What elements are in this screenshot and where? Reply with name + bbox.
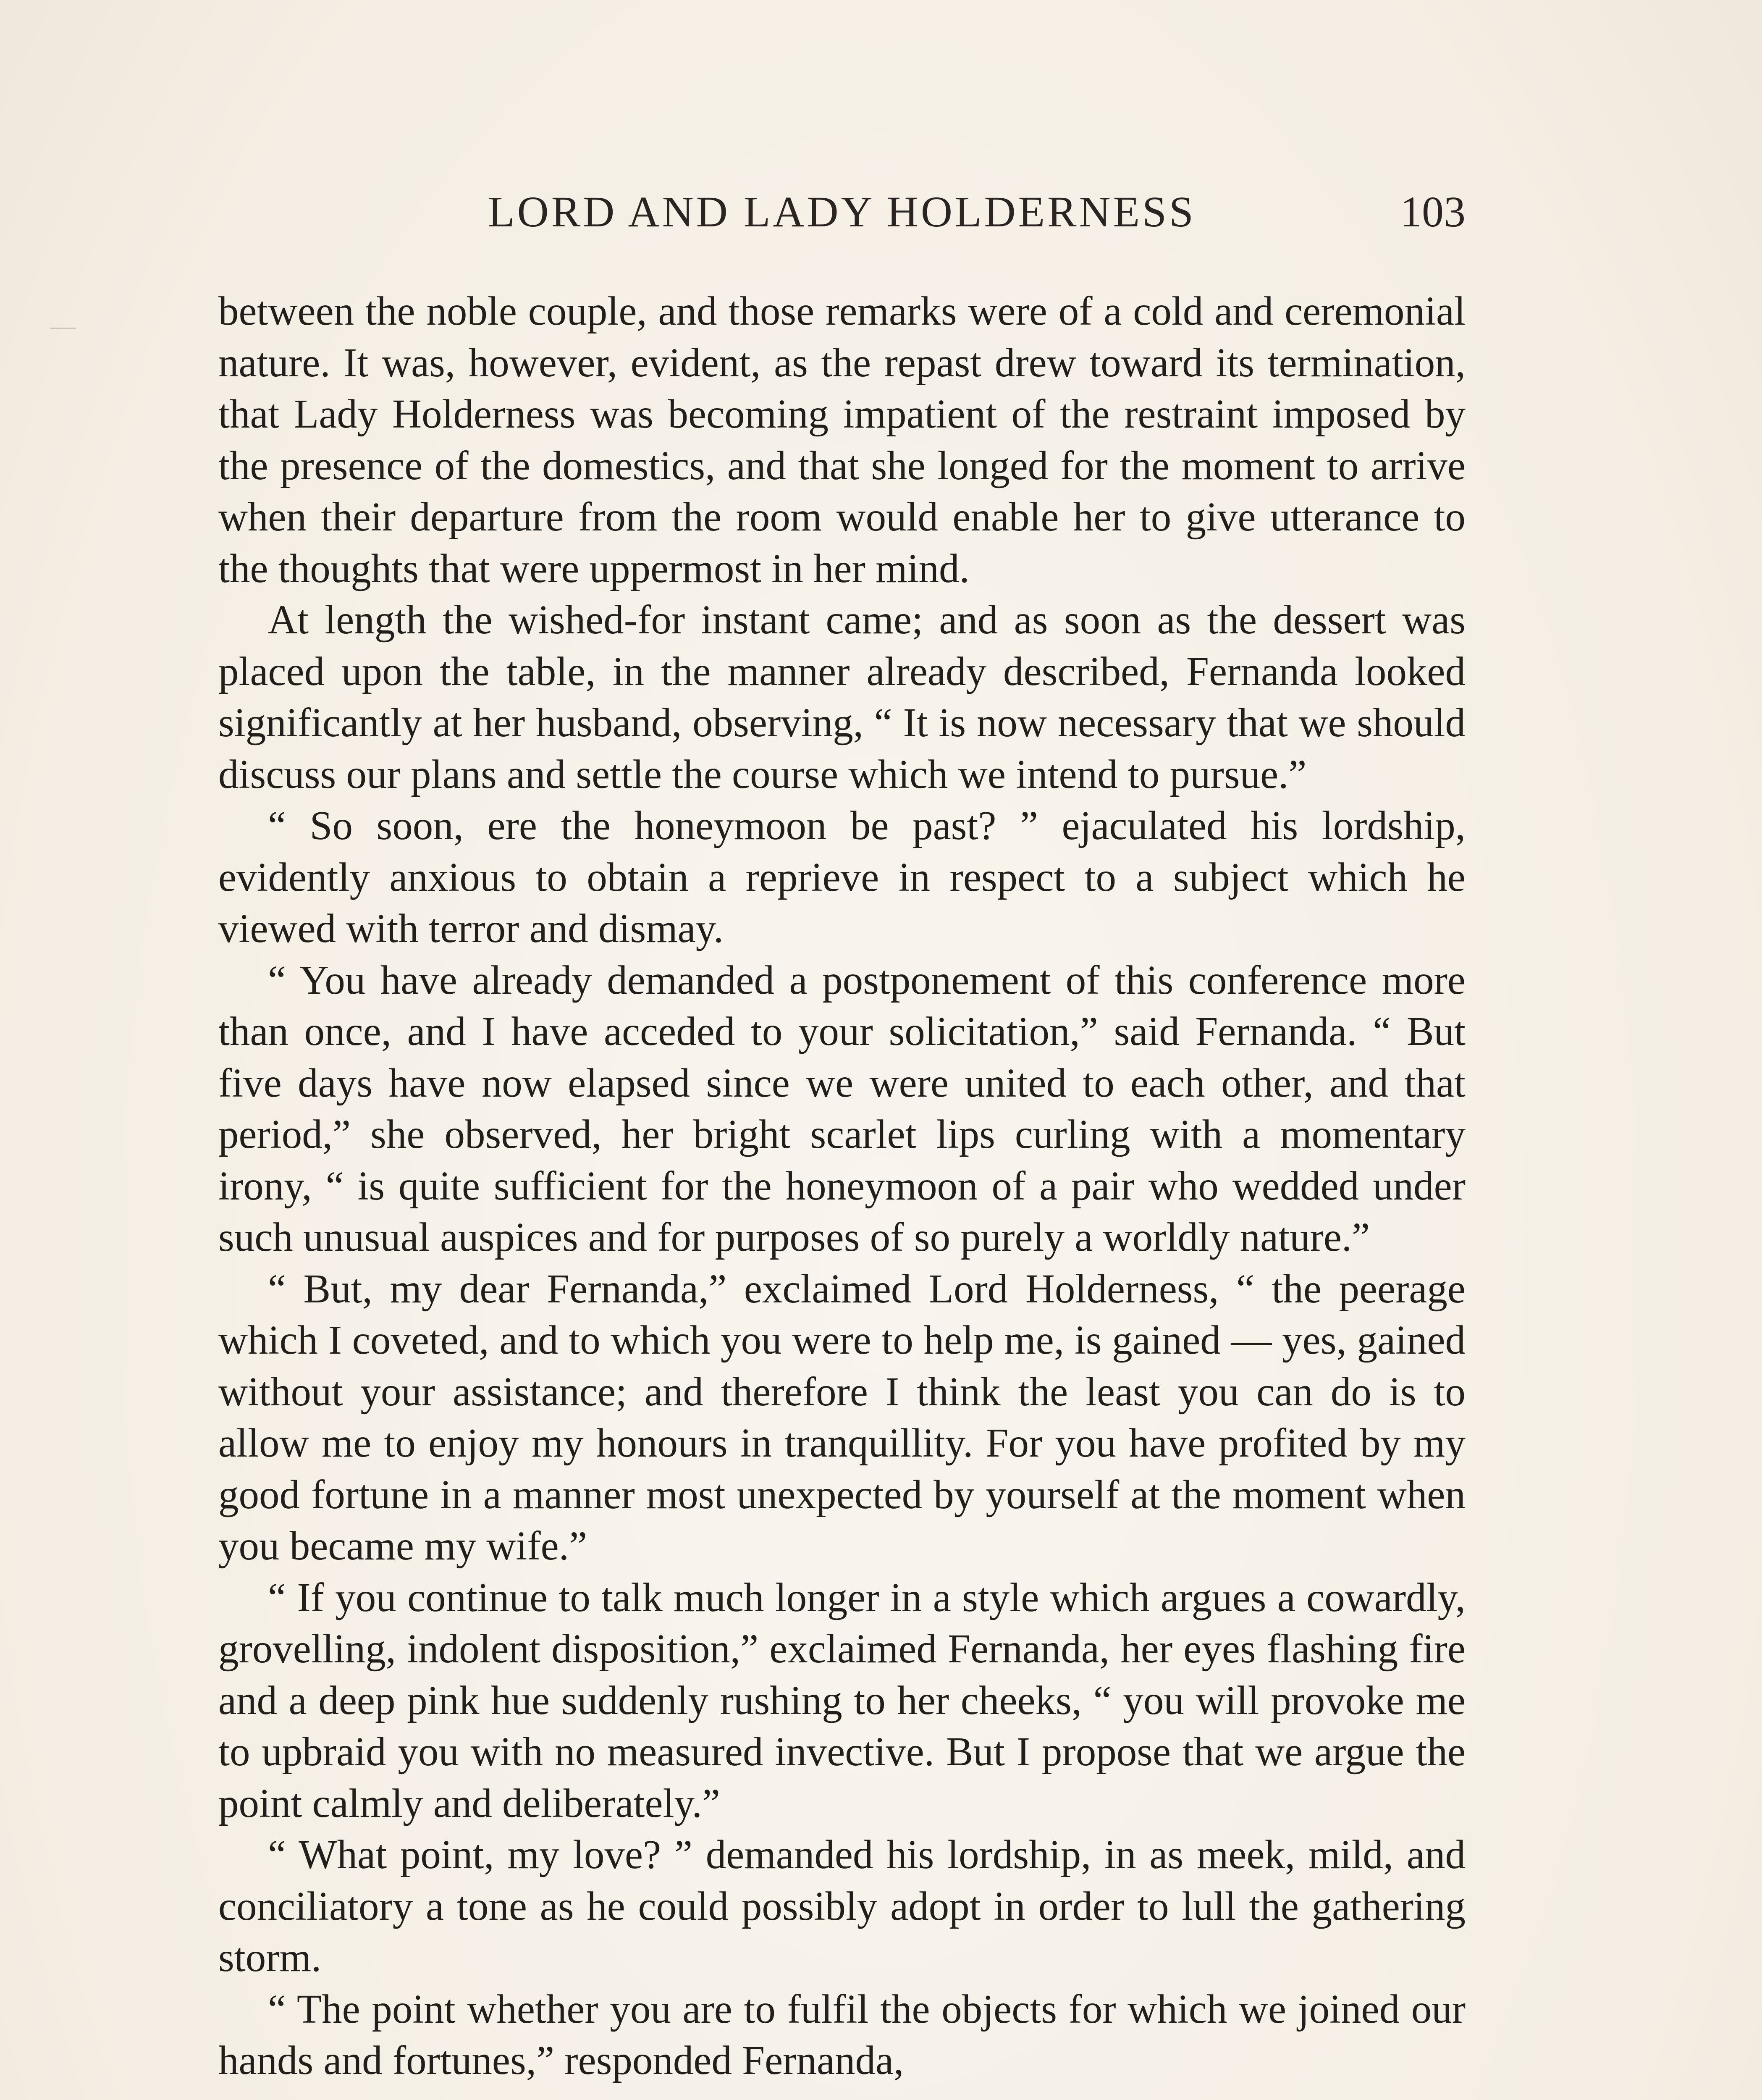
- paragraph: “ If you continue to talk much longer in a style which argues a cowardly, grovelling, indolent disposition,” exclaimed Fernanda, her eyes flashing fire and a deep pink hue suddenly rushing to her cheeks, “ you will provoke me to upbraid you with no measured invective. But I propose that we argue the point calmly and deliberately.”: [218, 1575, 1466, 1826]
- paragraph: “ The point whether you are to fulfil the objects for which we joined our hands and fortunes,” responded Fernanda,: [218, 1986, 1466, 2083]
- paragraph: “ What point, my love? ” demanded his lordship, in as meek, mild, and conciliatory a tone as he could possibly adopt in order to lull the gathering storm.: [218, 1832, 1466, 1980]
- paragraph: “ You have already demanded a postponement of this conference more than once, and I have acceded to your solicitation,” said Fernanda. “ But five days have now elapsed since we were united to each other, and that period,” she observed, her bright scarlet lips curling with a momentary irony, “ is quite sufficient for the honeymoon of a pair who wedded under such unusual auspices and for purposes of so purely a worldly nature.”: [218, 957, 1466, 1260]
- running-title: LORD AND LADY HOLDERNESS: [488, 188, 1196, 236]
- body-text: [218, 286, 1466, 2087]
- margin-mark: [50, 328, 76, 329]
- paragraph: “ So soon, ere the honeymoon be past? ” ejaculated his lordship, evidently anxious to obtain a reprieve in respect to a subject which he viewed with terror and dismay.: [218, 803, 1466, 951]
- paragraph: “ But, my dear Fernanda,” exclaimed Lord Holderness, “ the peerage which I coveted, and to which you were to help me, is gained — yes, gained without your assistance; and therefore I think the least you can do is to allow me to enjoy my honours in tranquillity. For you have profited by my good fortune in a manner most unexpected by yourself at the moment when you became my wife.”: [218, 1266, 1466, 1568]
- paragraph-continuation: between the noble couple, and those remarks were of a cold and ceremonial nature. It was, however, evident, as the repast drew toward its termination, that Lady Holderness was becoming impatient of the restraint imposed by the presence of the domestics, and that she longed for the moment to arrive when their departure from the room would enable her to give utterance to the thoughts that were uppermost in her mind.: [218, 289, 1466, 591]
- paragraph: At length the wished-for instant came; and as soon as the dessert was placed upon the table, in the manner already described, Fernanda looked significantly at her husband, observing, “ It is now necessary that we should discuss our plans and settle the course which we intend to pursue.”: [218, 597, 1466, 797]
- running-head: [218, 187, 1466, 246]
- page-number: 103: [1400, 188, 1466, 236]
